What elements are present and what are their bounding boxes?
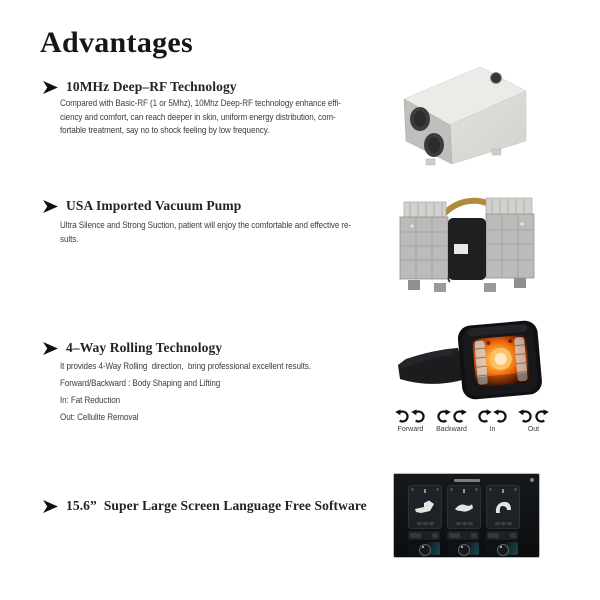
- direction-label: In: [489, 426, 496, 433]
- screen-column-3: [486, 474, 518, 557]
- direction-forward: [395, 409, 426, 433]
- direction-label: Forward: [397, 426, 424, 433]
- page-title: Advantages: [40, 26, 194, 59]
- intensity-panel: [447, 542, 479, 555]
- arrowhead-bullet-icon: [43, 200, 58, 213]
- rotate-cw-arrow-icon: [534, 409, 549, 424]
- card-number: [424, 489, 426, 493]
- section-rolling-body: [60, 358, 417, 426]
- vacuum-pump-image: [398, 184, 536, 294]
- handpiece-card: [408, 485, 442, 529]
- mode-pill: [447, 531, 479, 540]
- direction-backward: [436, 409, 467, 433]
- section-screen-heading-row: [43, 498, 367, 514]
- card-corner-chip: [514, 488, 517, 491]
- card-corner-chip: [475, 488, 478, 491]
- roller-handpiece-icon: [414, 499, 436, 515]
- body-line: sults.: [60, 233, 79, 245]
- section-deep-rf-body: [60, 97, 417, 138]
- section-deep-rf-heading-row: [43, 79, 237, 95]
- section-heading: 15.6” Super Large Screen Language Free Software: [66, 498, 367, 513]
- rf-generator-box-image: [392, 59, 532, 167]
- body-line: It provides 4-Way Rolling direction, bring professional excellent results.: [60, 361, 311, 372]
- arrowhead-bullet-icon: [43, 342, 58, 355]
- screen-column-2: [447, 474, 479, 557]
- body-line: Out: Cellulite Removal: [60, 412, 139, 423]
- arrowhead-bullet-icon: [43, 500, 58, 513]
- treatment-software-screen-image: [393, 473, 540, 558]
- direction-label: Out: [527, 426, 540, 433]
- section-vacuum-pump-heading-row: [43, 198, 241, 214]
- card-corner-chip: [436, 488, 439, 491]
- card-buttons: [409, 522, 441, 525]
- card-number: [502, 489, 504, 493]
- card-corner-chip: [411, 488, 414, 491]
- direction-in: [477, 409, 508, 433]
- direction-out: [518, 409, 549, 433]
- body-line: In: Fat Reduction: [60, 395, 121, 406]
- rotate-cw-arrow-icon: [477, 409, 492, 424]
- card-buttons: [487, 522, 519, 525]
- section-heading: 4–Way Rolling Technology: [66, 340, 223, 355]
- mode-pill: [408, 531, 440, 540]
- body-line: ciency and comfort, can reach deeper in skin, uniform energy distribution, com-: [60, 111, 336, 123]
- section-rolling-heading-row: [43, 340, 222, 356]
- intensity-panel: [486, 542, 518, 555]
- rolling-directions-row: [395, 409, 549, 433]
- body-line: fortable treatment, say no to shock feeling by low frequency.: [60, 125, 270, 136]
- section-heading: USA Imported Vacuum Pump: [66, 198, 242, 213]
- intensity-panel: [408, 542, 440, 555]
- handpiece-card: [447, 485, 481, 529]
- curved-handpiece-icon: [492, 499, 514, 515]
- flat-handpiece-icon: [453, 499, 475, 515]
- rotate-ccw-arrow-icon: [411, 409, 426, 424]
- knob-icon: [419, 544, 431, 556]
- rotate-cw-arrow-icon: [452, 409, 467, 424]
- knob-icon: [497, 544, 509, 556]
- card-corner-chip: [489, 488, 492, 491]
- gear-icon: [530, 478, 534, 482]
- card-buttons: [448, 522, 480, 525]
- handpiece-card: [486, 485, 520, 529]
- rotate-cw-arrow-icon: [436, 409, 451, 424]
- card-corner-chip: [450, 488, 453, 491]
- rolling-handpiece-image: [398, 313, 546, 407]
- rotate-ccw-arrow-icon: [518, 409, 533, 424]
- screen-column-1: [408, 474, 440, 557]
- body-line: Ultra Silence and Strong Suction, patient will enjoy the comfortable and effective re-: [60, 220, 352, 231]
- mode-pill: [486, 531, 518, 540]
- section-vacuum-pump-body: [60, 219, 417, 246]
- section-heading: 10MHz Deep–RF Technology: [66, 79, 237, 94]
- arrowhead-bullet-icon: [43, 81, 58, 94]
- direction-label: Backward: [436, 426, 467, 433]
- knob-icon: [458, 544, 470, 556]
- body-line: Forward/Backward : Body Shaping and Lifting: [60, 378, 221, 389]
- card-number: [463, 489, 465, 493]
- rotate-ccw-arrow-icon: [395, 409, 410, 424]
- rotate-ccw-arrow-icon: [493, 409, 508, 424]
- body-line: Compared with Basic-RF (1 or 5Mhz), 10Mhz Deep-RF technology enhance effi-: [60, 98, 341, 109]
